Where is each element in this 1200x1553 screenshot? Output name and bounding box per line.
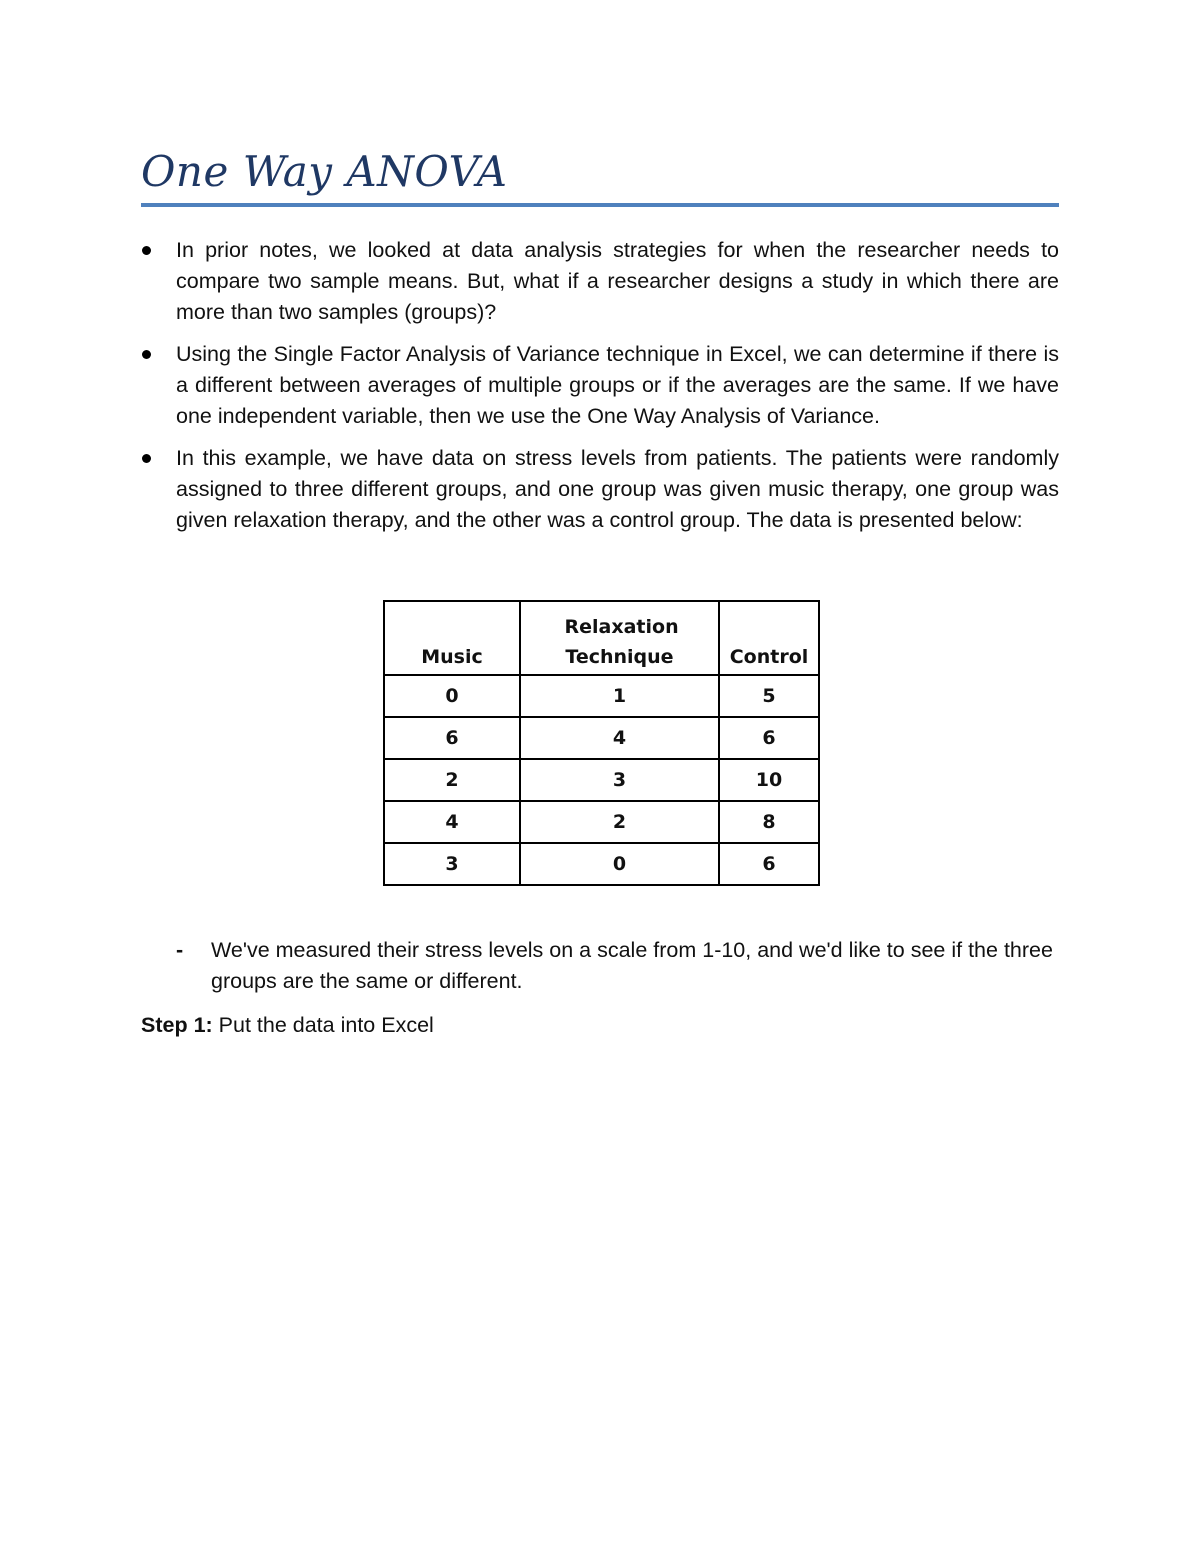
table-header-row: [384, 601, 819, 675]
bullet-icon: [142, 246, 151, 255]
bullet-text: In prior notes, we looked at data analysis strategies for when the researcher needs to compare two sample means. But, what if a researcher designs a study in which there are more than two samples (groups)?: [176, 238, 1059, 324]
bullet-list: [141, 235, 1059, 547]
dash-item-text: We've measured their stress levels on a scale from 1-10, and we'd like to see if the three groups are the same or different.: [211, 938, 1053, 993]
table-cell: 4: [520, 717, 719, 759]
bullet-item: [141, 339, 1059, 432]
table-row: [384, 675, 819, 717]
bullet-icon: [142, 350, 151, 359]
step-label: Step 1:: [141, 1013, 213, 1037]
table-cell: 2: [520, 801, 719, 843]
stress-data-table: [383, 600, 820, 886]
title-divider: [141, 203, 1059, 207]
bullet-item: [141, 235, 1059, 328]
step-text: Put the data into Excel: [212, 1013, 434, 1037]
dash-bullet-icon: -: [176, 938, 184, 962]
table-cell: 5: [719, 675, 819, 717]
table-cell: 3: [384, 843, 520, 885]
data-table-wrapper: [383, 600, 820, 886]
column-header-relaxation-text: Relaxation Technique: [564, 616, 679, 668]
bullet-text: Using the Single Factor Analysis of Variance technique in Excel, we can determine if there is a different between averages of multiple groups or if the averages are the same. If we have one independent variable, then we use the One Way Analysis of Variance.: [176, 342, 1059, 428]
table-cell: 6: [719, 843, 819, 885]
step-paragraph: [141, 1010, 434, 1041]
bullet-text: In this example, we have data on stress levels from patients. The patients were randomly assigned to three different groups, and one group was given music therapy, one group was given relaxation therapy, and the other was a control group. The data is presented below:: [176, 446, 1059, 532]
table-cell: 3: [520, 759, 719, 801]
table-cell: 2: [384, 759, 520, 801]
page-title: One Way ANOVA: [141, 147, 508, 196]
dash-list-item: [176, 935, 1059, 997]
table-cell: 6: [384, 717, 520, 759]
bullet-icon: [142, 454, 151, 463]
column-header-music: Music: [384, 601, 520, 675]
table-row: [384, 759, 819, 801]
column-header-relaxation: [520, 601, 719, 675]
table-row: [384, 801, 819, 843]
table-row: [384, 717, 819, 759]
table-cell: 10: [719, 759, 819, 801]
table-cell: 8: [719, 801, 819, 843]
document-page: [141, 0, 1059, 1553]
table-cell: 0: [384, 675, 520, 717]
bullet-item: [141, 443, 1059, 536]
table-cell: 4: [384, 801, 520, 843]
column-header-control: Control: [719, 601, 819, 675]
table-cell: 0: [520, 843, 719, 885]
table-cell: 1: [520, 675, 719, 717]
table-row: [384, 843, 819, 885]
table-cell: 6: [719, 717, 819, 759]
